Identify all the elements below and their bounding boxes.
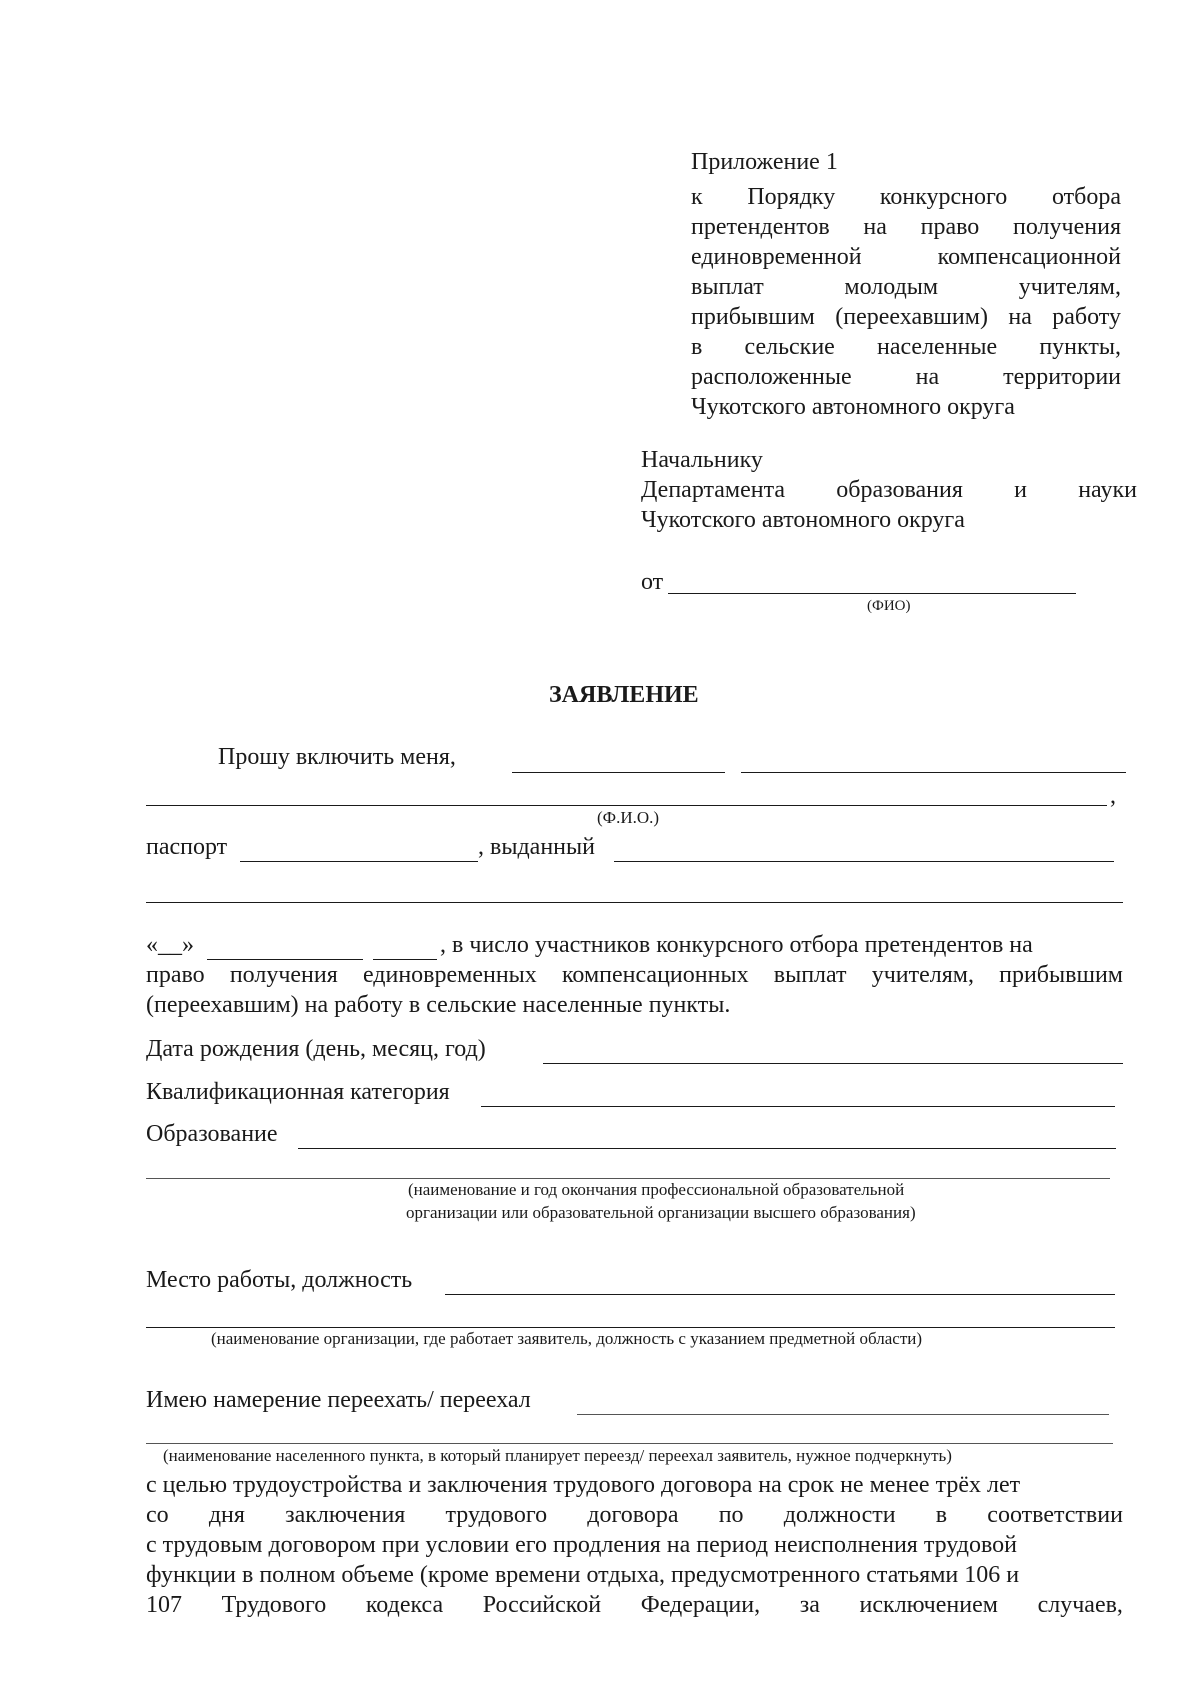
- final-line-2-word: заключения: [285, 1502, 406, 1528]
- appendix-line-word: к: [691, 184, 703, 210]
- appendix-line-word: в: [691, 334, 703, 360]
- appendix-title: Приложение 1: [691, 149, 838, 175]
- issued-label: , выданный: [478, 834, 595, 860]
- paragraph-line-2-word: прибывшим: [999, 962, 1123, 988]
- passport-label: паспорт: [146, 834, 228, 860]
- appendix-line: [691, 362, 1121, 392]
- addressee-department: [641, 475, 1137, 505]
- move-line[interactable]: [577, 1414, 1109, 1415]
- final-line-5-word: случаев,: [1037, 1592, 1123, 1618]
- addressee-department-word: образования: [836, 477, 963, 503]
- fio-caption: (ФИО): [867, 598, 911, 614]
- appendix-line-word: выплат: [691, 274, 764, 300]
- final-line-5-word: Федерации,: [640, 1592, 761, 1618]
- appendix-line-word: расположенные: [691, 364, 852, 390]
- appendix-line: [691, 302, 1121, 332]
- category-label: Квалификационная категория: [146, 1079, 450, 1105]
- appendix-line-word: Порядку: [747, 184, 836, 210]
- final-line-5: [146, 1590, 1123, 1620]
- issued-by-line-2[interactable]: [146, 902, 1123, 903]
- final-line-5-word: Российской: [482, 1592, 602, 1618]
- appendix-line-word: работу: [1052, 304, 1121, 330]
- paragraph-line-3: (переехавшим) на работу в сельские населенные пункты.: [146, 992, 731, 1018]
- appendix-line-word: компенсационной: [937, 244, 1121, 270]
- addressee-department-word: и: [1014, 477, 1027, 503]
- final-line-5-word: 107: [146, 1592, 182, 1618]
- appendix-line-word: территории: [1003, 364, 1121, 390]
- date-day: «__»: [146, 932, 194, 958]
- appendix-line: [691, 332, 1121, 362]
- appendix-line-word: отбора: [1051, 184, 1121, 210]
- appendix-line-word: на: [915, 364, 940, 390]
- request-label: Прошу включить меня,: [218, 744, 456, 770]
- final-line-1: с целью трудоустройства и заключения трудового договора на срок не менее трёх лет: [146, 1472, 1021, 1498]
- name-line[interactable]: [741, 772, 1126, 773]
- issued-by-line[interactable]: [614, 861, 1114, 862]
- appendix-line-word: прибывшим: [691, 304, 815, 330]
- appendix-line-word: на: [863, 214, 887, 240]
- from-label: от: [641, 569, 664, 595]
- work-line-2[interactable]: [146, 1327, 1115, 1328]
- final-line-3: с трудовым договором при условии его продления на период неисполнения трудовой: [146, 1532, 1018, 1558]
- category-line[interactable]: [481, 1106, 1115, 1107]
- final-line-2-word: договора: [587, 1502, 679, 1528]
- final-line-5-word: исключением: [859, 1592, 998, 1618]
- appendix-line-word: населенные: [876, 334, 998, 360]
- birth-date-line[interactable]: [543, 1063, 1123, 1064]
- fio-full-line[interactable]: [146, 805, 1107, 806]
- addressee-department-word: науки: [1078, 477, 1137, 503]
- paragraph-line-2-word: получения: [229, 962, 338, 988]
- final-line-2-word: со: [146, 1502, 169, 1528]
- paragraph-line-2-word: выплат: [773, 962, 847, 988]
- appendix-last-line: Чукотского автономного округа: [691, 394, 1015, 420]
- paragraph-line-2-word: учителям,: [871, 962, 974, 988]
- addressee-position: Начальнику: [641, 447, 763, 473]
- work-caption: (наименование организации, где работает заявитель, должность с указанием предметной области): [211, 1329, 923, 1348]
- final-line-2-word: по: [718, 1502, 744, 1528]
- paragraph-line-2-word: право: [146, 962, 205, 988]
- paragraph-line-2: [146, 960, 1123, 990]
- birth-date-label: Дата рождения (день, месяц, год): [146, 1036, 486, 1062]
- surname-line[interactable]: [512, 772, 725, 773]
- move-line-2[interactable]: [146, 1443, 1113, 1444]
- participants-text: , в число участников конкурсного отбора претендентов на: [440, 932, 1033, 958]
- education-line[interactable]: [298, 1148, 1116, 1149]
- passport-number-line[interactable]: [240, 861, 478, 862]
- appendix-line: [691, 212, 1121, 242]
- appendix-line-word: право: [920, 214, 980, 240]
- addressee-region: Чукотского автономного округа: [641, 507, 965, 533]
- final-line-4: функции в полном объеме (кроме времени отдыха, предусмотренного статьями 106 и: [146, 1562, 1020, 1588]
- final-line-2-word: соответствии: [987, 1502, 1123, 1528]
- education-caption-2: организации или образовательной организации высшего образования): [406, 1203, 916, 1222]
- appendix-line-word: получения: [1013, 214, 1121, 240]
- final-line-2: [146, 1500, 1123, 1530]
- final-line-2-word: трудового: [445, 1502, 548, 1528]
- paragraph-line-2-word: единовременных: [362, 962, 537, 988]
- move-label: Имею намерение переехать/ переехал: [146, 1387, 531, 1413]
- final-line-5-word: кодекса: [365, 1592, 444, 1618]
- appendix-line-word: молодым: [844, 274, 939, 300]
- document-heading: ЗАЯВЛЕНИЕ: [549, 682, 699, 708]
- appendix-line-word: пункты,: [1039, 334, 1121, 360]
- appendix-line-word: (переехавшим): [835, 304, 988, 330]
- appendix-line-word: сельские: [744, 334, 835, 360]
- final-line-2-word: в: [935, 1502, 948, 1528]
- addressee-department-word: Департамента: [641, 477, 786, 503]
- appendix-line-word: единовременной: [691, 244, 862, 270]
- appendix-line: [691, 242, 1121, 272]
- work-line[interactable]: [445, 1294, 1115, 1295]
- appendix-line-word: учителям,: [1018, 274, 1121, 300]
- final-line-2-word: должности: [783, 1502, 896, 1528]
- move-caption: (наименование населенного пункта, в который планирует переезд/ переехал заявитель, нужное подчеркнуть): [163, 1446, 952, 1465]
- final-line-5-word: за: [799, 1592, 820, 1618]
- appendix-line: [691, 272, 1121, 302]
- education-line-2[interactable]: [146, 1178, 1110, 1179]
- work-label: Место работы, должность: [146, 1267, 413, 1293]
- appendix-line-word: на: [1008, 304, 1032, 330]
- final-line-5-word: Трудового: [221, 1592, 327, 1618]
- fio-line[interactable]: [668, 593, 1076, 594]
- trailing-comma: ,: [1110, 783, 1116, 809]
- appendix-line-word: претендентов: [691, 214, 830, 240]
- education-label: Образование: [146, 1121, 278, 1147]
- education-caption-1: (наименование и год окончания профессиональной образовательной: [408, 1180, 905, 1199]
- paragraph-line-2-word: компенсационных: [561, 962, 749, 988]
- appendix-line: [691, 182, 1121, 212]
- final-line-2-word: дня: [208, 1502, 245, 1528]
- fio-full-caption: (Ф.И.О.): [597, 808, 660, 827]
- appendix-line-word: конкурсного: [879, 184, 1008, 210]
